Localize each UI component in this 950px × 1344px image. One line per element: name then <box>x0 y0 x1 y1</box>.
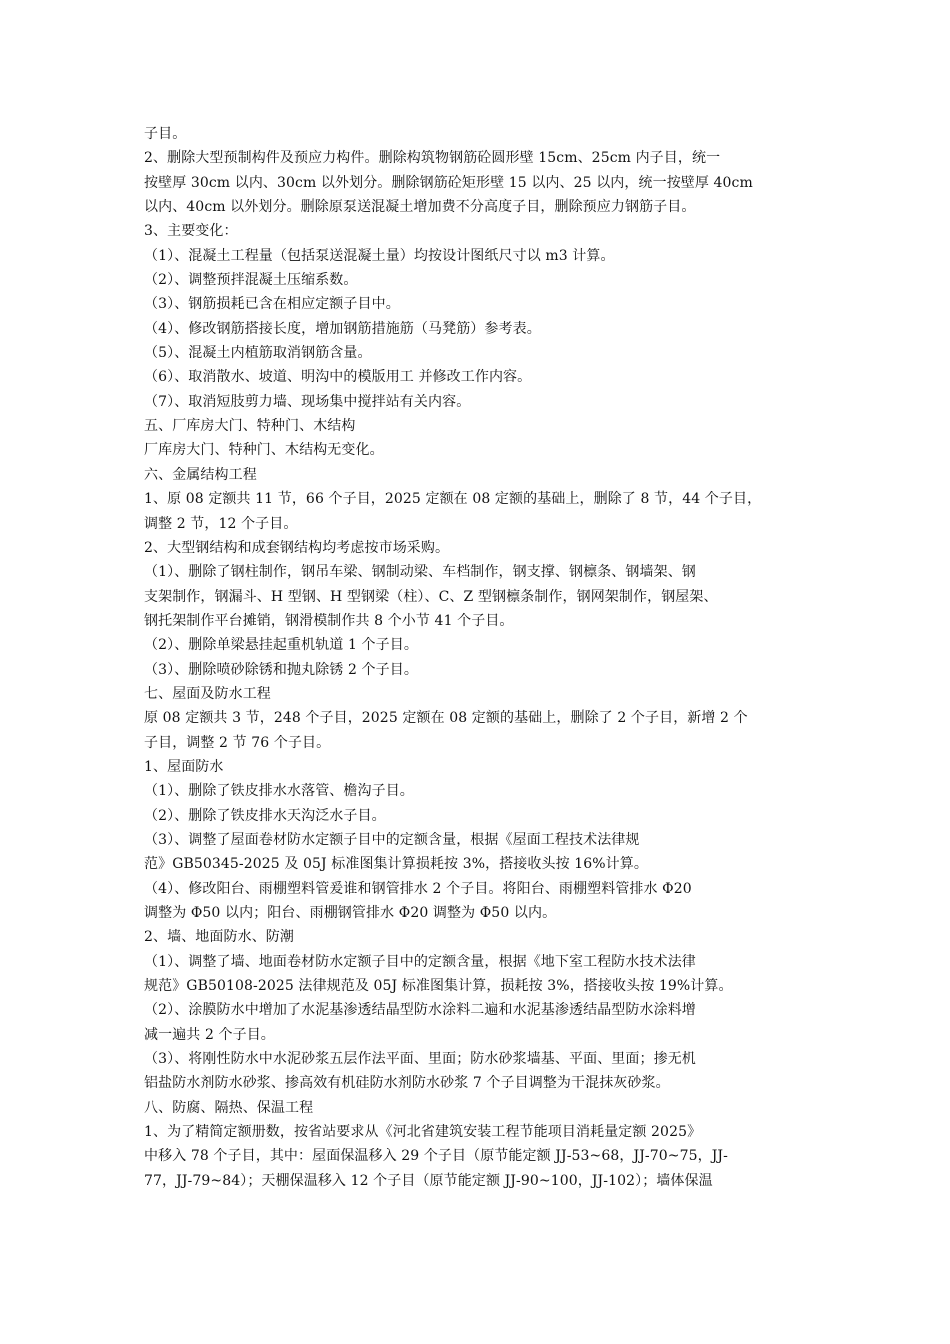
text-line: （6）、取消散水、坡道、明沟中的模版用工 并修改工作内容。 <box>144 369 532 386</box>
text-line: （2）、涂膜防水中增加了水泥基渗透结晶型防水涂料二遍和水泥基渗透结晶型防水涂料增 <box>144 1002 696 1019</box>
text-line: 厂库房大门、特种门、木结构无变化。 <box>144 442 384 459</box>
text-line: 铝盐防水剂防水砂浆、掺高效有机硅防水剂防水砂浆 7 个子目调整为干混抹灰砂浆。 <box>144 1075 670 1092</box>
text-line: （1）、混凝土工程量（包括泵送混凝土量）均按设计图纸尺寸以 m3 计算。 <box>144 247 615 264</box>
text-line: 减一遍共 2 个子目。 <box>144 1026 275 1043</box>
text-line: （4）、修改钢筋搭接长度，增加钢筋措施筋（马凳筋）参考表。 <box>144 320 541 337</box>
section-heading: 八、防腐、隔热、保温工程 <box>144 1099 314 1116</box>
text-line: 子目，调整 2 节 76 个子目。 <box>144 734 331 751</box>
text-line: 钢托架制作平台摊销，钢滑模制作共 8 个小节 41 个子目。 <box>144 612 514 629</box>
text-line: 2、墙、地面防水、防潮 <box>144 929 295 946</box>
text-line: （1）、删除了铁皮排水水落管、檐沟子目。 <box>144 783 414 800</box>
text-line: 1、原 08 定额共 11 节，66 个子目，2025 定额在 08 定额的基础上，删除了 8 节，44 个子目， <box>144 491 762 508</box>
text-line: 支架制作，钢漏斗、H 型钢、H 型钢梁（柱）、C、Z 型钢檩条制作，钢网架制作，钢屋架、 <box>144 588 718 605</box>
text-line: 范》GB50345-2025 及 05J 标准图集计算损耗按 3%，搭接收头按 16%计算。 <box>144 856 648 873</box>
text-line: （4）、修改阳台、雨棚塑料管爰谁和钢管排水 2 个子目。将阳台、雨棚塑料管排水 Φ20 <box>144 880 692 897</box>
text-line: （2）、删除了铁皮排水天沟泛水子目。 <box>144 807 386 824</box>
text-line: 2、大型钢结构和成套钢结构均考虑按市场采购。 <box>144 539 450 556</box>
text-line: 规范》GB50108-2025 法律规范及 05J 标准图集计算，损耗按 3%，搭接收头按 19%计算。 <box>144 978 733 995</box>
text-line: （2）、调整预拌混凝土压缩系数。 <box>144 272 358 289</box>
text-line: （1）、调整了墙、地面卷材防水定额子目中的定额含量，根据《地下室工程防水技术法律 <box>144 953 696 970</box>
text-line: （2）、删除单梁悬挂起重机轨道 1 个子目。 <box>144 637 418 654</box>
text-line: 按壁厚 30cm 以内、30cm 以外划分。删除钢筋砼矩形壁 15 以内、25 以内，统一按壁厚 40cm <box>144 174 753 191</box>
text-line: 调整为 Φ50 以内；阳台、雨棚钢管排水 Φ20 调整为 Φ50 以内。 <box>144 905 557 921</box>
text-line: 以内、40cm 以外划分。删除原泵送混凝土增加费不分高度子目，删除预应力钢筋子目。 <box>144 199 696 216</box>
text-line: 子目。 <box>144 126 187 142</box>
text-line: 1、为了精简定额册数，按省站要求从《河北省建筑安装工程节能项目消耗量定额 2025》 <box>144 1124 702 1141</box>
text-line: 2、删除大型预制构件及预应力构件。删除构筑物钢筋砼圆形壁 15cm、25cm 内子目，统一 <box>144 150 721 167</box>
text-line: （3）、删除喷砂除锈和抛丸除锈 2 个子目。 <box>144 661 418 678</box>
text-line: 中移入 78 个子目，其中：屋面保温移入 29 个子目（原节能定额 JJ-53~68，JJ-70~75，JJ- <box>144 1148 728 1165</box>
document-body <box>144 122 810 1193</box>
text-line: 调整 2 节，12 个子目。 <box>144 515 298 532</box>
text-line: 3、主要变化： <box>144 223 238 240</box>
section-heading: 七、屋面及防水工程 <box>144 685 271 702</box>
text-line: 原 08 定额共 3 节，248 个子目，2025 定额在 08 定额的基础上，删除了 2 个子目，新增 2 个 <box>144 710 748 727</box>
section-heading: 六、金属结构工程 <box>144 466 257 483</box>
text-line: 1、屋面防水 <box>144 758 224 775</box>
section-heading: 五、厂库房大门、特种门、木结构 <box>144 418 356 435</box>
text-line: （3）、钢筋损耗已含在相应定额子目中。 <box>144 296 400 313</box>
text-line: （5）、混凝土内植筋取消钢筋含量。 <box>144 345 372 362</box>
text-line: （1）、删除了钢柱制作，钢吊车梁、钢制动梁、车档制作，钢支撑、钢檩条、钢墙架、钢 <box>144 564 696 581</box>
text-line: （7）、取消短肢剪力墙、现场集中搅拌站有关内容。 <box>144 393 471 410</box>
text-line: （3）、调整了屋面卷材防水定额子目中的定额含量，根据《屋面工程技术法律规 <box>144 831 640 848</box>
text-line: 77，JJ-79~84）；天棚保温移入 12 个子目（原节能定额 JJ-90~100，JJ-102）；墙体保温 <box>144 1172 713 1189</box>
text-line: （3）、将刚性防水中水泥砂浆五层作法平面、里面；防水砂浆墙基、平面、里面；掺无机 <box>144 1051 696 1068</box>
